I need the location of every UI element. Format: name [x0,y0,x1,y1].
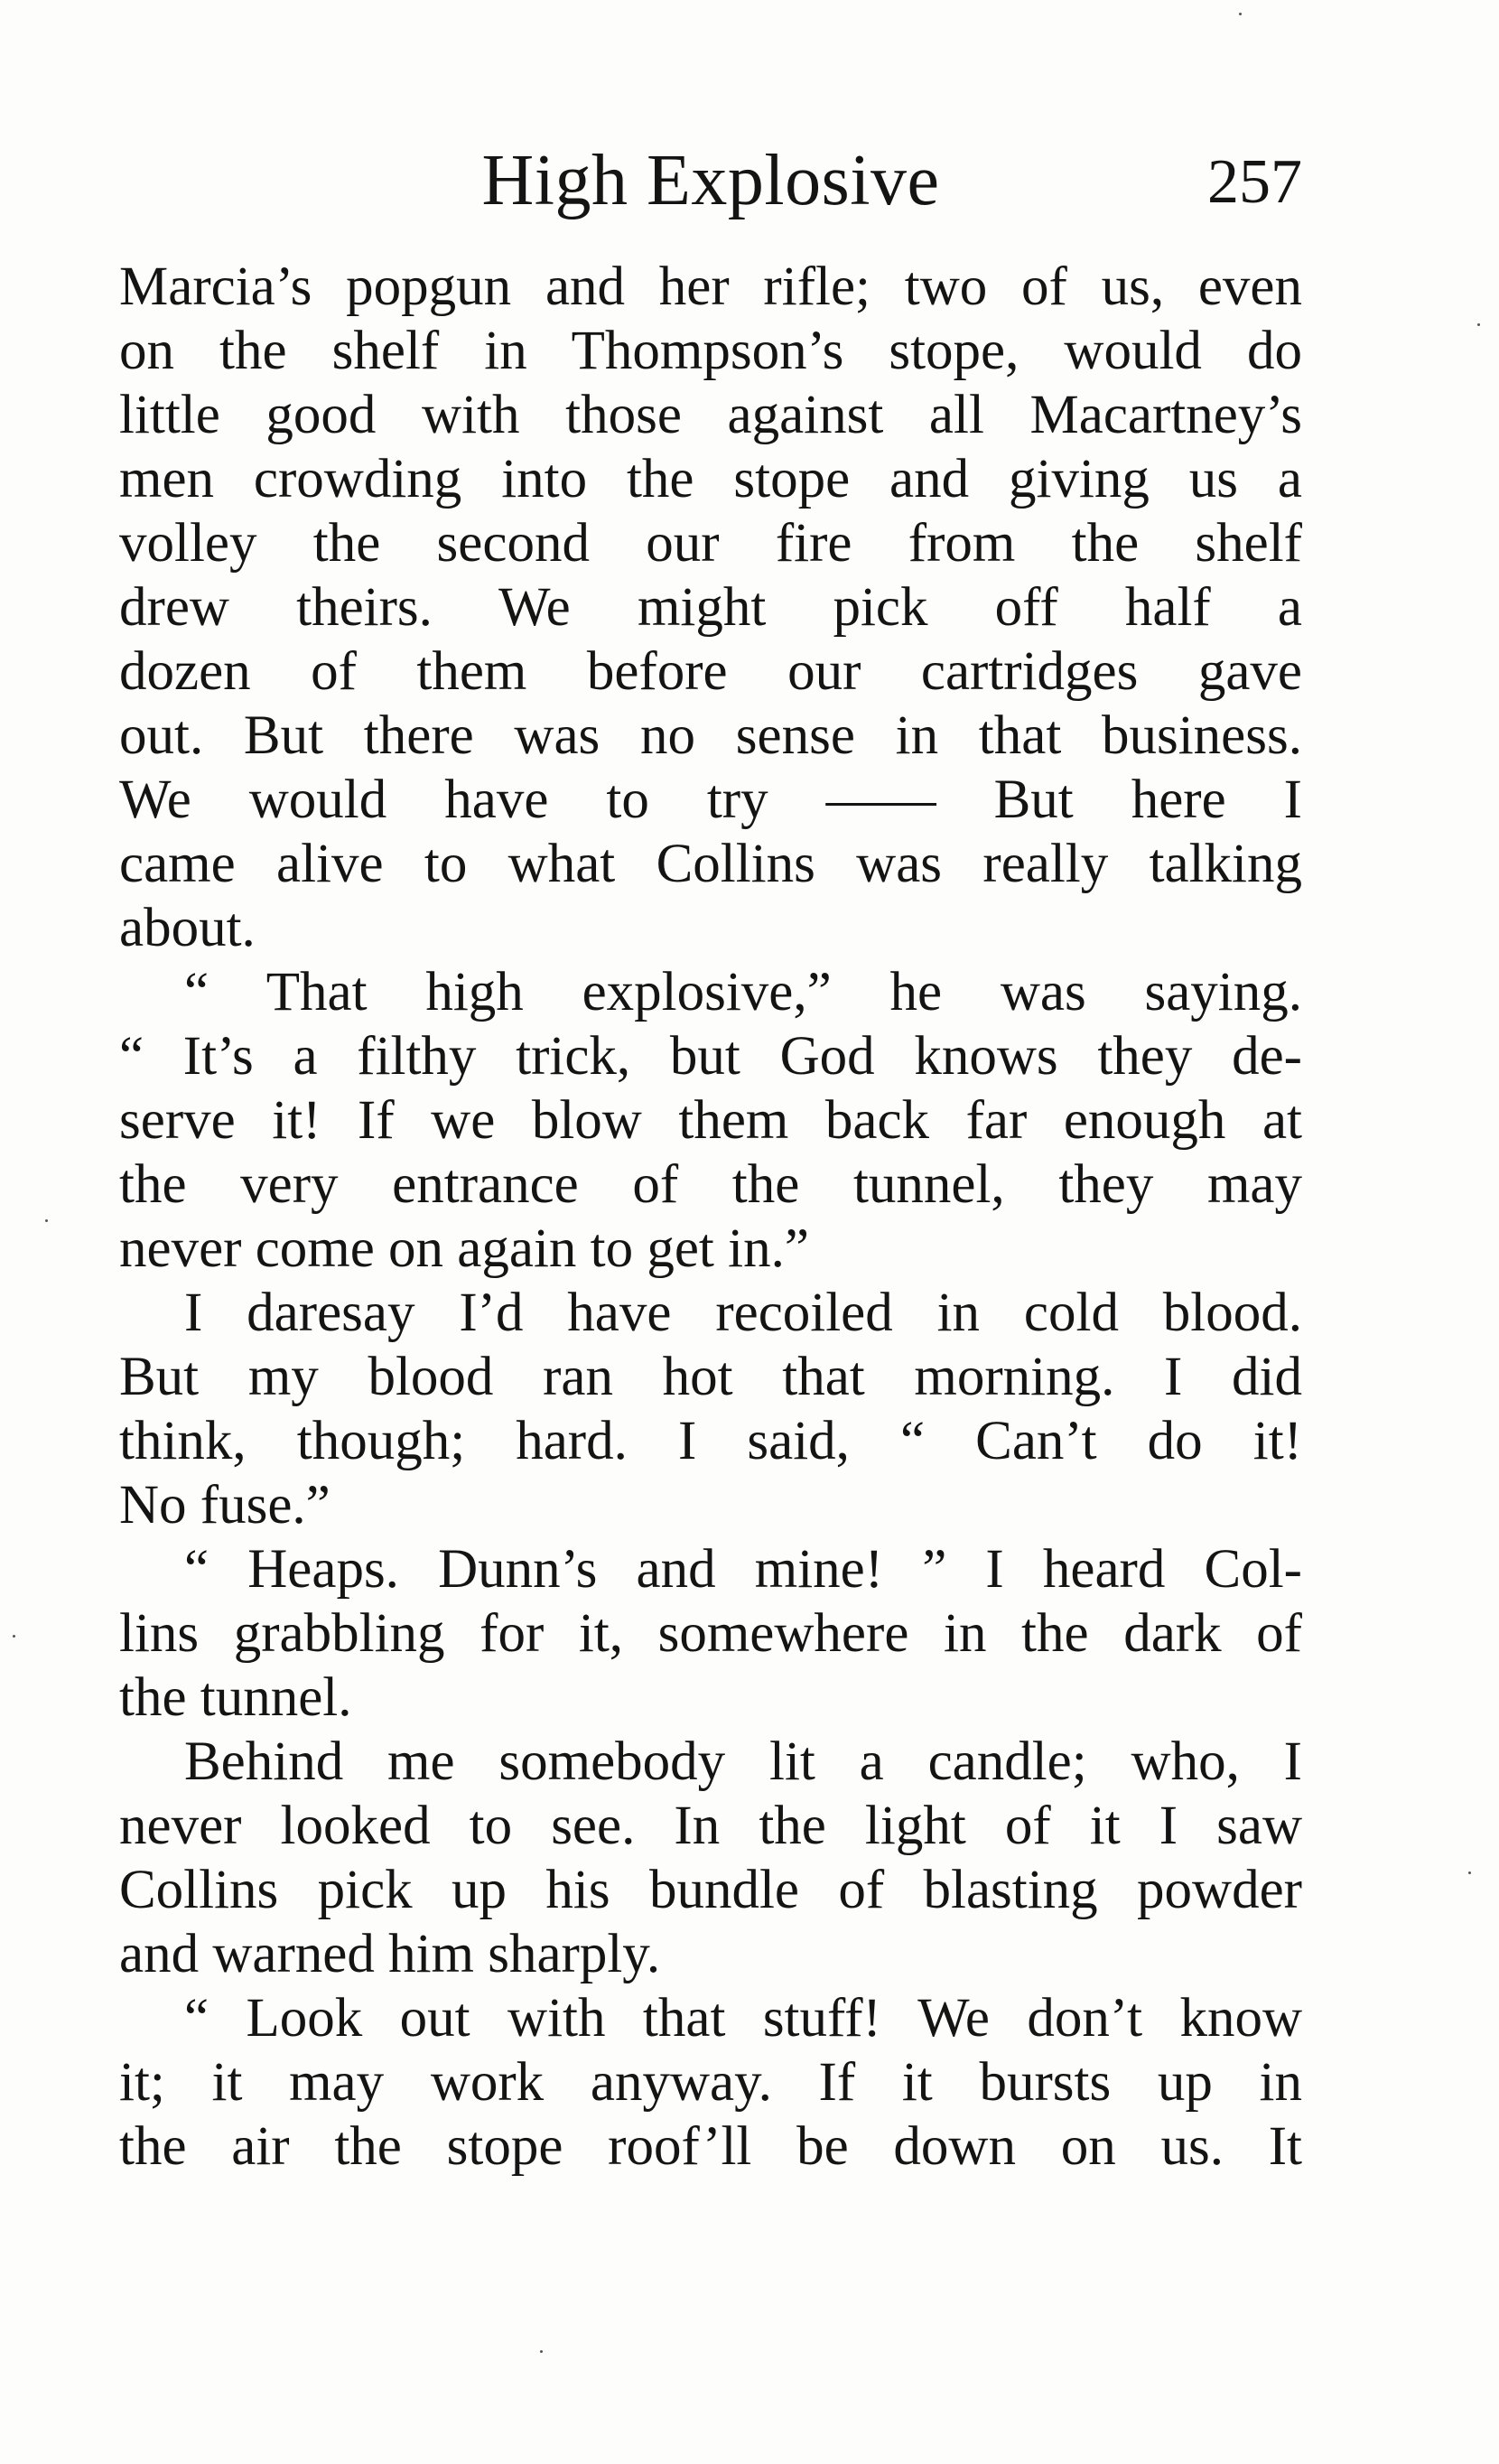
text-line: “ Heaps. Dunn’s and mine! ” I heard Col- [184,1539,1302,1600]
text-line: the tunnel. [119,1667,352,1728]
text-line: “ It’s a filthy trick, but God knows they de- [119,1026,1302,1087]
paper-speck [1477,323,1480,326]
text-line: about. [119,898,256,958]
text-line: and warned him sharply. [119,1924,661,1984]
text-line: volley the second our fire from the shelf [119,513,1302,574]
text-line: think, though; hard. I said, “ Can’t do it! [119,1411,1302,1471]
text-line: But my blood ran hot that morning. I did [119,1347,1302,1407]
paper-speck [540,2350,543,2353]
text-line: men crowding into the stope and giving us a [119,449,1302,509]
text-line: never come on again to get in.” [119,1218,809,1279]
text-line: on the shelf in Thompson’s stope, would do [119,321,1302,381]
text-line: lins grabbling for it, somewhere in the dark of [119,1603,1302,1664]
text-line: never looked to see. In the light of it I saw [119,1796,1302,1856]
text-line: Collins pick up his bundle of blasting powder [119,1860,1302,1920]
text-line: We would have to try —— But here I [119,770,1302,830]
text-line: came alive to what Collins was really talking [119,834,1302,894]
text-line: “ That high explosive,” he was saying. [184,962,1302,1022]
paper-speck [1239,13,1242,15]
text-line: the very entrance of the tunnel, they may [119,1154,1302,1215]
text-line: out. But there was no sense in that business. [119,705,1302,766]
page-number: 257 [1207,147,1302,217]
text-line: serve it! If we blow them back far enough at [119,1090,1302,1151]
text-line: it; it may work anyway. If it bursts up in [119,2052,1302,2113]
body-text [119,255,1302,2179]
text-line: Behind me somebody lit a candle; who, I [184,1731,1302,1792]
text-line: No fuse.” [119,1475,331,1535]
paper-speck [13,1635,15,1638]
text-line: dozen of them before our cartridges gave [119,641,1302,702]
text-line: “ Look out with that stuff! We don’t know [184,1988,1302,2049]
running-header [119,135,1302,226]
running-title: High Explosive [481,141,940,220]
paper-speck [1468,1871,1471,1874]
text-line: Marcia’s popgun and her rifle; two of us, even [119,257,1302,317]
text-line: the air the stope roof’ll be down on us. It [119,2116,1302,2177]
paper-speck [45,1219,48,1222]
text-line: I daresay I’d have recoiled in cold blood. [184,1283,1302,1343]
text-line: drew theirs. We might pick off half a [119,577,1302,638]
text-line: little good with those against all Macartney’s [119,385,1302,445]
